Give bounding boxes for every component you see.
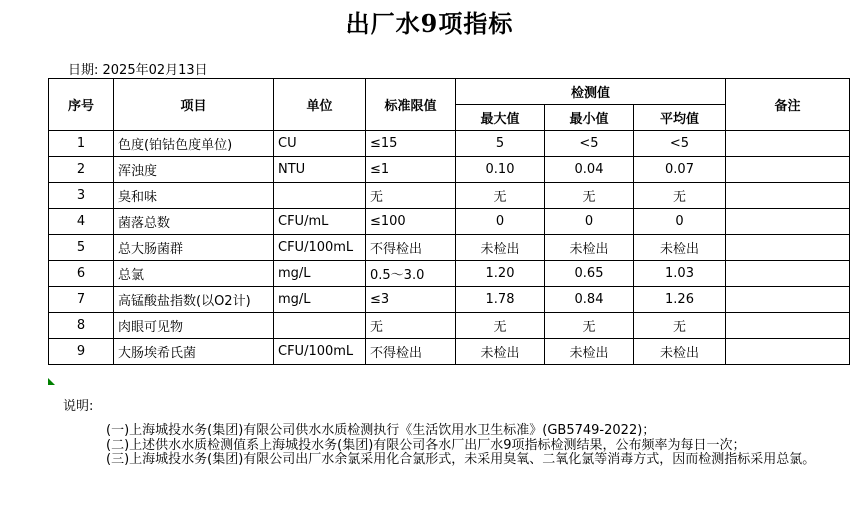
- report-date: 日期: 2025年02月13日: [68, 63, 208, 78]
- cell-remark: [726, 261, 850, 287]
- table-row: [49, 287, 850, 313]
- cell-item: 色度(铂钴色度单位): [114, 131, 274, 157]
- cell-unit: NTU: [274, 157, 366, 183]
- spreadsheet-corner-flag: [48, 378, 55, 385]
- table-row: [49, 157, 850, 183]
- cell-max-value: 未检出: [456, 339, 545, 365]
- cell-no: 8: [49, 313, 114, 339]
- cell-unit: CFU/mL: [274, 209, 366, 235]
- cell-unit: CFU/100mL: [274, 339, 366, 365]
- cell-max-value: 0.10: [456, 157, 545, 183]
- cell-remark: [726, 339, 850, 365]
- table-row: [49, 339, 850, 365]
- cell-avg-value: 1.26: [634, 287, 726, 313]
- cell-limit: 无: [366, 183, 456, 209]
- cell-limit: ≤100: [366, 209, 456, 235]
- cell-limit: 无: [366, 313, 456, 339]
- table-row: [49, 183, 850, 209]
- cell-avg-value: 0: [634, 209, 726, 235]
- cell-item: 浑浊度: [114, 157, 274, 183]
- note-line: (三)上海城投水务(集团)有限公司出厂水余氯采用化合氯形式，未采用臭氧、二氧化氯等消毒方式，因而检测指标采用总氯。: [106, 452, 816, 467]
- cell-max-value: 0: [456, 209, 545, 235]
- cell-min-value: 无: [545, 313, 634, 339]
- cell-limit: ≤1: [366, 157, 456, 183]
- cell-no: 7: [49, 287, 114, 313]
- cell-min-value: 0.04: [545, 157, 634, 183]
- header-remark: 备注: [726, 79, 850, 131]
- cell-avg-value: 1.03: [634, 261, 726, 287]
- cell-item: 总氯: [114, 261, 274, 287]
- water-quality-table: [48, 78, 850, 365]
- cell-limit: 不得检出: [366, 339, 456, 365]
- cell-no: 4: [49, 209, 114, 235]
- notes-list: [106, 424, 815, 468]
- cell-unit: [274, 183, 366, 209]
- table-row: [49, 313, 850, 339]
- cell-item: 臭和味: [114, 183, 274, 209]
- cell-item: 大肠埃希氏菌: [114, 339, 274, 365]
- header-avg: 平均值: [634, 105, 726, 131]
- table-header: [49, 79, 850, 131]
- cell-avg-value: 未检出: [634, 339, 726, 365]
- cell-min-value: 未检出: [545, 235, 634, 261]
- cell-limit: ≤3: [366, 287, 456, 313]
- cell-max-value: 未检出: [456, 235, 545, 261]
- cell-remark: [726, 287, 850, 313]
- table-row: [49, 235, 850, 261]
- header-no: 序号: [49, 79, 114, 131]
- cell-remark: [726, 157, 850, 183]
- cell-avg-value: <5: [634, 131, 726, 157]
- header-row-top: [49, 79, 850, 105]
- cell-limit: 不得检出: [366, 235, 456, 261]
- table-row: [49, 261, 850, 287]
- cell-min-value: 0: [545, 209, 634, 235]
- cell-no: 3: [49, 183, 114, 209]
- cell-limit: ≤15: [366, 131, 456, 157]
- table-body: [49, 131, 850, 365]
- header-detection-group: 检测值: [456, 79, 726, 105]
- table-row: [49, 131, 850, 157]
- cell-unit: mg/L: [274, 261, 366, 287]
- note-line: (一)上海城投水务(集团)有限公司供水水质检测执行《生活饮用水卫生标准》(GB5749-2022)；: [106, 423, 656, 438]
- header-item: 项目: [114, 79, 274, 131]
- cell-max-value: 无: [456, 313, 545, 339]
- cell-min-value: 无: [545, 183, 634, 209]
- page-title: 出厂水9项指标: [345, 9, 514, 38]
- cell-avg-value: 0.07: [634, 157, 726, 183]
- cell-min-value: <5: [545, 131, 634, 157]
- cell-min-value: 0.84: [545, 287, 634, 313]
- cell-limit: 0.5～3.0: [366, 261, 456, 287]
- cell-no: 6: [49, 261, 114, 287]
- cell-unit: CU: [274, 131, 366, 157]
- cell-unit: mg/L: [274, 287, 366, 313]
- cell-item: 高锰酸盐指数(以O2计): [114, 287, 274, 313]
- cell-max-value: 1.20: [456, 261, 545, 287]
- cell-no: 1: [49, 131, 114, 157]
- cell-max-value: 1.78: [456, 287, 545, 313]
- cell-unit: CFU/100mL: [274, 235, 366, 261]
- cell-remark: [726, 209, 850, 235]
- cell-min-value: 未检出: [545, 339, 634, 365]
- cell-remark: [726, 235, 850, 261]
- cell-remark: [726, 131, 850, 157]
- cell-avg-value: 无: [634, 183, 726, 209]
- header-unit: 单位: [274, 79, 366, 131]
- cell-no: 5: [49, 235, 114, 261]
- cell-unit: [274, 313, 366, 339]
- notes-label: 说明:: [63, 399, 94, 414]
- header-min: 最小值: [545, 105, 634, 131]
- cell-min-value: 0.65: [545, 261, 634, 287]
- cell-item: 总大肠菌群: [114, 235, 274, 261]
- cell-item: 菌落总数: [114, 209, 274, 235]
- cell-remark: [726, 183, 850, 209]
- note-line: (二)上述供水水质检测值系上海城投水务(集团)有限公司各水厂出厂水9项指标检测结果，公布频率为每日一次；: [106, 437, 746, 453]
- cell-no: 2: [49, 157, 114, 183]
- table-row: [49, 209, 850, 235]
- cell-avg-value: 无: [634, 313, 726, 339]
- cell-item: 肉眼可见物: [114, 313, 274, 339]
- cell-no: 9: [49, 339, 114, 365]
- cell-max-value: 5: [456, 131, 545, 157]
- cell-max-value: 无: [456, 183, 545, 209]
- cell-remark: [726, 313, 850, 339]
- header-max: 最大值: [456, 105, 545, 131]
- cell-avg-value: 未检出: [634, 235, 726, 261]
- header-limit: 标准限值: [366, 79, 456, 131]
